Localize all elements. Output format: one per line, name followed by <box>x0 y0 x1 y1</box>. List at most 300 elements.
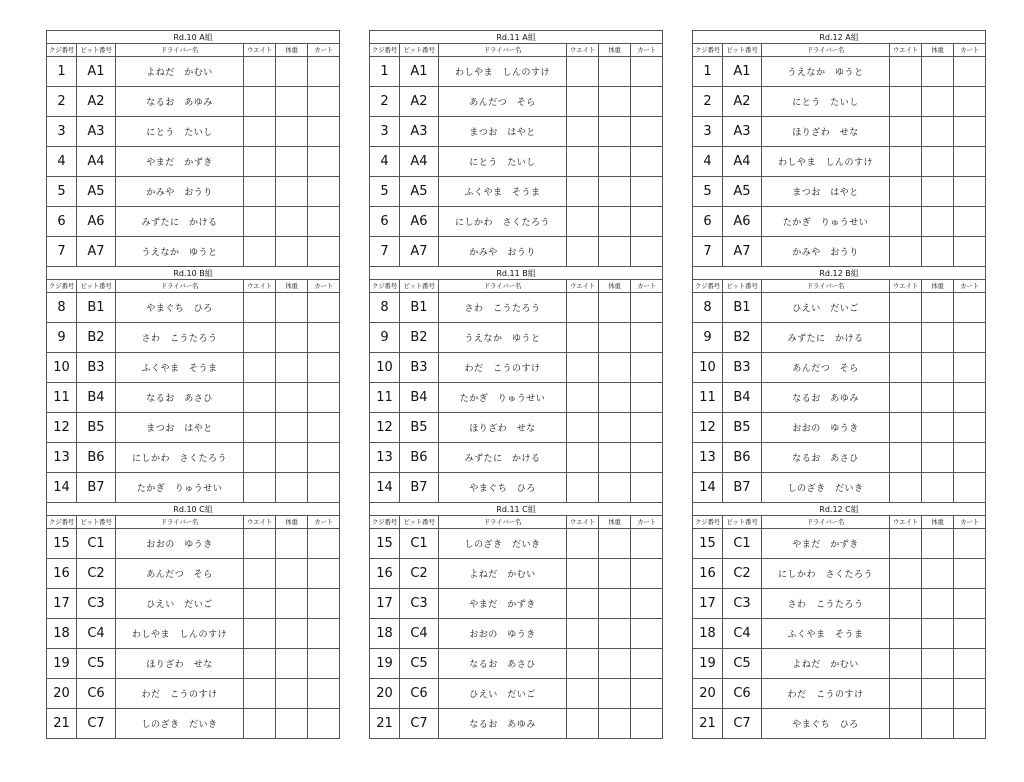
weight-cell <box>244 57 276 87</box>
body-weight-cell <box>276 529 308 559</box>
kuji-number: 19 <box>370 649 400 679</box>
weight-cell <box>567 529 599 559</box>
body-weight-cell <box>599 353 631 383</box>
kart-cell <box>954 147 986 177</box>
table-row <box>370 529 663 559</box>
kart-cell <box>954 117 986 147</box>
driver-name: なるお あさひ <box>439 649 567 679</box>
table-row <box>693 87 986 117</box>
table-row <box>370 87 663 117</box>
driver-name: よねだ かむい <box>116 57 244 87</box>
table-row <box>693 383 986 413</box>
table-row <box>47 147 340 177</box>
kart-cell <box>631 619 663 649</box>
table-row <box>693 147 986 177</box>
body-weight-header: 体重 <box>922 44 954 57</box>
body-weight-cell <box>922 529 954 559</box>
kuji-number: 5 <box>47 177 77 207</box>
kart-cell <box>308 679 340 709</box>
pit-number: A7 <box>400 237 439 267</box>
weight-cell <box>567 473 599 503</box>
pit-header: ピット番号 <box>77 280 116 293</box>
body-weight-header: 体重 <box>922 516 954 529</box>
pit-number: C3 <box>400 589 439 619</box>
pit-number: A4 <box>723 147 762 177</box>
kuji-number: 4 <box>370 147 400 177</box>
weight-header: ウエイト <box>244 280 276 293</box>
kart-cell <box>308 177 340 207</box>
driver-name: あんだつ そら <box>116 559 244 589</box>
kuji-header: クジ番号 <box>693 516 723 529</box>
kart-cell <box>308 649 340 679</box>
pit-number: B2 <box>400 323 439 353</box>
pit-number: B5 <box>77 413 116 443</box>
driver-header: ドライバー名 <box>762 44 890 57</box>
weight-cell <box>244 177 276 207</box>
weight-cell <box>567 589 599 619</box>
pit-number: A4 <box>77 147 116 177</box>
driver-name: やまぐち ひろ <box>116 293 244 323</box>
kart-header: カート <box>954 516 986 529</box>
body-weight-cell <box>276 237 308 267</box>
kuji-number: 14 <box>47 473 77 503</box>
weight-cell <box>890 559 922 589</box>
weight-cell <box>244 87 276 117</box>
body-weight-cell <box>599 619 631 649</box>
round-11-table <box>369 30 663 739</box>
kart-cell <box>308 443 340 473</box>
weight-cell <box>567 177 599 207</box>
weight-cell <box>567 413 599 443</box>
body-weight-cell <box>922 413 954 443</box>
driver-name: かみや おうり <box>116 177 244 207</box>
kart-cell <box>954 413 986 443</box>
kart-cell <box>954 293 986 323</box>
group-title-row <box>370 267 663 280</box>
pit-number: A7 <box>723 237 762 267</box>
body-weight-cell <box>599 589 631 619</box>
body-weight-cell <box>922 87 954 117</box>
driver-name: おおの ゆうき <box>762 413 890 443</box>
kuji-number: 10 <box>47 353 77 383</box>
kuji-number: 8 <box>47 293 77 323</box>
kuji-number: 17 <box>693 589 723 619</box>
column-header-row <box>693 44 986 57</box>
body-weight-cell <box>599 147 631 177</box>
kuji-header: クジ番号 <box>370 44 400 57</box>
body-weight-cell <box>922 117 954 147</box>
kuji-number: 18 <box>47 619 77 649</box>
pit-header: ピット番号 <box>723 516 762 529</box>
group-title-row <box>370 31 663 44</box>
column-header-row <box>370 280 663 293</box>
weight-cell <box>890 443 922 473</box>
driver-name: あんだつ そら <box>439 87 567 117</box>
weight-cell <box>567 383 599 413</box>
pit-number: B5 <box>400 413 439 443</box>
weight-cell <box>567 443 599 473</box>
kuji-number: 20 <box>47 679 77 709</box>
table-row <box>370 473 663 503</box>
body-weight-cell <box>276 443 308 473</box>
pit-number: B1 <box>77 293 116 323</box>
body-weight-cell <box>922 679 954 709</box>
kart-cell <box>631 177 663 207</box>
body-weight-cell <box>276 177 308 207</box>
driver-header: ドライバー名 <box>116 44 244 57</box>
weight-cell <box>244 383 276 413</box>
weight-cell <box>244 237 276 267</box>
pit-number: A2 <box>723 87 762 117</box>
body-weight-cell <box>599 117 631 147</box>
kart-cell <box>954 207 986 237</box>
body-weight-header: 体重 <box>599 280 631 293</box>
pit-header: ピット番号 <box>400 280 439 293</box>
table-row <box>693 709 986 739</box>
driver-name: かみや おうり <box>439 237 567 267</box>
kart-cell <box>954 383 986 413</box>
kart-cell <box>308 207 340 237</box>
driver-name: やまだ かずき <box>439 589 567 619</box>
weight-cell <box>567 293 599 323</box>
kuji-number: 17 <box>370 589 400 619</box>
table-row <box>47 207 340 237</box>
weight-cell <box>890 293 922 323</box>
pit-number: A6 <box>77 207 116 237</box>
table-row <box>693 57 986 87</box>
pit-number: C4 <box>400 619 439 649</box>
table-row <box>693 117 986 147</box>
table-row <box>693 473 986 503</box>
pit-number: B7 <box>400 473 439 503</box>
pit-number: C4 <box>723 619 762 649</box>
kuji-number: 12 <box>693 413 723 443</box>
driver-name: なるお あさひ <box>762 443 890 473</box>
kart-cell <box>631 649 663 679</box>
table-row <box>693 559 986 589</box>
body-weight-header: 体重 <box>276 516 308 529</box>
kuji-number: 5 <box>693 177 723 207</box>
kart-cell <box>954 237 986 267</box>
body-weight-cell <box>276 293 308 323</box>
weight-cell <box>890 619 922 649</box>
table-row <box>47 413 340 443</box>
kart-cell <box>954 709 986 739</box>
body-weight-cell <box>922 473 954 503</box>
pit-number: C2 <box>400 559 439 589</box>
kart-cell <box>308 57 340 87</box>
kuji-number: 2 <box>370 87 400 117</box>
pit-number: A1 <box>723 57 762 87</box>
group-title: Rd.12 B組 <box>693 267 986 280</box>
weight-cell <box>244 529 276 559</box>
weight-cell <box>890 383 922 413</box>
pit-number: B1 <box>400 293 439 323</box>
weight-header: ウエイト <box>890 516 922 529</box>
weight-cell <box>567 353 599 383</box>
pit-number: B2 <box>723 323 762 353</box>
kart-cell <box>954 443 986 473</box>
weight-cell <box>567 57 599 87</box>
body-weight-cell <box>276 383 308 413</box>
kuji-number: 11 <box>693 383 723 413</box>
driver-name: わしやま しんのすけ <box>439 57 567 87</box>
kuji-number: 1 <box>47 57 77 87</box>
table-row <box>370 589 663 619</box>
pit-header: ピット番号 <box>77 516 116 529</box>
kuji-number: 3 <box>47 117 77 147</box>
driver-name: さわ こうたろう <box>439 293 567 323</box>
kart-cell <box>308 529 340 559</box>
body-weight-cell <box>276 353 308 383</box>
pit-header: ピット番号 <box>400 516 439 529</box>
weight-cell <box>244 559 276 589</box>
body-weight-cell <box>922 589 954 619</box>
weight-cell <box>244 619 276 649</box>
pit-number: A3 <box>723 117 762 147</box>
body-weight-header: 体重 <box>922 280 954 293</box>
column-header-row <box>370 516 663 529</box>
driver-name: ひえい だいご <box>116 589 244 619</box>
kart-cell <box>308 413 340 443</box>
pit-number: A3 <box>400 117 439 147</box>
body-weight-cell <box>599 413 631 443</box>
group-title: Rd.11 C組 <box>370 503 663 516</box>
driver-name: やまぐち ひろ <box>439 473 567 503</box>
group-title: Rd.11 B組 <box>370 267 663 280</box>
kart-cell <box>631 709 663 739</box>
kart-cell <box>954 589 986 619</box>
body-weight-cell <box>922 383 954 413</box>
kart-cell <box>631 293 663 323</box>
kart-cell <box>631 147 663 177</box>
table-row <box>370 293 663 323</box>
pit-number: B6 <box>77 443 116 473</box>
kart-cell <box>954 679 986 709</box>
kart-cell <box>308 293 340 323</box>
pit-number: B4 <box>77 383 116 413</box>
body-weight-cell <box>276 473 308 503</box>
kart-cell <box>954 529 986 559</box>
kuji-number: 3 <box>370 117 400 147</box>
table-row <box>47 323 340 353</box>
table-row <box>370 383 663 413</box>
weight-header: ウエイト <box>890 44 922 57</box>
weight-cell <box>890 147 922 177</box>
pit-number: C3 <box>723 589 762 619</box>
table-row <box>370 177 663 207</box>
weight-cell <box>244 353 276 383</box>
kuji-number: 12 <box>370 413 400 443</box>
weight-cell <box>244 443 276 473</box>
kart-cell <box>631 117 663 147</box>
kuji-number: 21 <box>370 709 400 739</box>
pit-number: C5 <box>400 649 439 679</box>
kuji-number: 3 <box>693 117 723 147</box>
pit-number: B7 <box>723 473 762 503</box>
body-weight-cell <box>922 353 954 383</box>
weight-cell <box>567 237 599 267</box>
body-weight-cell <box>599 293 631 323</box>
kuji-number: 7 <box>47 237 77 267</box>
pit-number: C2 <box>77 559 116 589</box>
driver-name: わしやま しんのすけ <box>762 147 890 177</box>
kuji-number: 21 <box>693 709 723 739</box>
driver-name: あんだつ そら <box>762 353 890 383</box>
table-row <box>370 57 663 87</box>
kuji-number: 10 <box>693 353 723 383</box>
group-title: Rd.10 A組 <box>47 31 340 44</box>
driver-name: にとう たいし <box>116 117 244 147</box>
body-weight-cell <box>276 709 308 739</box>
table-row <box>693 589 986 619</box>
pit-number: C1 <box>77 529 116 559</box>
kuji-number: 9 <box>370 323 400 353</box>
kart-cell <box>954 649 986 679</box>
driver-name: なるお あゆみ <box>116 87 244 117</box>
table-row <box>693 443 986 473</box>
kart-cell <box>631 413 663 443</box>
body-weight-cell <box>922 177 954 207</box>
kuji-number: 13 <box>370 443 400 473</box>
group-title: Rd.11 A組 <box>370 31 663 44</box>
table-row <box>47 709 340 739</box>
driver-name: さわ こうたろう <box>762 589 890 619</box>
body-weight-cell <box>276 679 308 709</box>
weight-cell <box>244 589 276 619</box>
body-weight-header: 体重 <box>599 44 631 57</box>
kuji-header: クジ番号 <box>693 280 723 293</box>
kuji-header: クジ番号 <box>47 280 77 293</box>
kart-header: カート <box>631 516 663 529</box>
body-weight-cell <box>922 619 954 649</box>
kart-cell <box>308 383 340 413</box>
weight-cell <box>244 473 276 503</box>
kuji-number: 8 <box>693 293 723 323</box>
driver-name: にとう たいし <box>439 147 567 177</box>
kuji-number: 10 <box>370 353 400 383</box>
kart-cell <box>308 473 340 503</box>
kart-cell <box>308 87 340 117</box>
kuji-header: クジ番号 <box>47 516 77 529</box>
group-title-row <box>693 31 986 44</box>
pit-number: A4 <box>400 147 439 177</box>
body-weight-cell <box>599 87 631 117</box>
group-title-row <box>47 31 340 44</box>
weight-cell <box>890 117 922 147</box>
pit-number: A5 <box>400 177 439 207</box>
driver-name: ひえい だいご <box>762 293 890 323</box>
kuji-number: 12 <box>47 413 77 443</box>
table-row <box>693 649 986 679</box>
kart-header: カート <box>308 280 340 293</box>
kuji-number: 6 <box>47 207 77 237</box>
body-weight-cell <box>599 649 631 679</box>
kuji-number: 8 <box>370 293 400 323</box>
group-title-row <box>47 267 340 280</box>
table-row <box>370 559 663 589</box>
weight-cell <box>567 649 599 679</box>
driver-name: おおの ゆうき <box>439 619 567 649</box>
body-weight-cell <box>276 413 308 443</box>
kart-cell <box>631 529 663 559</box>
weight-cell <box>244 207 276 237</box>
weight-cell <box>567 117 599 147</box>
driver-name: にしかわ さくたろう <box>439 207 567 237</box>
pit-number: C1 <box>723 529 762 559</box>
driver-name: さわ こうたろう <box>116 323 244 353</box>
driver-name: ふくやま そうま <box>762 619 890 649</box>
weight-cell <box>244 709 276 739</box>
weight-cell <box>890 237 922 267</box>
table-row <box>693 529 986 559</box>
kuji-number: 20 <box>370 679 400 709</box>
table-row <box>47 87 340 117</box>
weight-cell <box>244 147 276 177</box>
body-weight-cell <box>276 117 308 147</box>
pit-number: A2 <box>77 87 116 117</box>
kuji-number: 11 <box>370 383 400 413</box>
driver-name: なるお あゆみ <box>439 709 567 739</box>
body-weight-cell <box>276 649 308 679</box>
body-weight-cell <box>599 323 631 353</box>
pit-number: B4 <box>723 383 762 413</box>
weight-cell <box>567 87 599 117</box>
driver-name: みずたに かける <box>116 207 244 237</box>
pit-header: ピット番号 <box>723 44 762 57</box>
pit-number: C5 <box>723 649 762 679</box>
weight-cell <box>890 87 922 117</box>
driver-name: わだ こうのすけ <box>116 679 244 709</box>
driver-name: やまだ かずき <box>762 529 890 559</box>
pit-number: B7 <box>77 473 116 503</box>
body-weight-cell <box>922 559 954 589</box>
driver-name: おおの ゆうき <box>116 529 244 559</box>
kuji-number: 6 <box>370 207 400 237</box>
driver-name: わだ こうのすけ <box>439 353 567 383</box>
driver-name: ふくやま そうま <box>439 177 567 207</box>
weight-cell <box>567 147 599 177</box>
table-row <box>370 323 663 353</box>
table-row <box>693 679 986 709</box>
pit-number: C3 <box>77 589 116 619</box>
driver-header: ドライバー名 <box>762 516 890 529</box>
kart-cell <box>631 589 663 619</box>
column-header-row <box>47 44 340 57</box>
kuji-number: 6 <box>693 207 723 237</box>
pit-number: C6 <box>77 679 116 709</box>
driver-name: にしかわ さくたろう <box>116 443 244 473</box>
table-row <box>47 473 340 503</box>
table-row <box>370 237 663 267</box>
table-row <box>47 619 340 649</box>
driver-header: ドライバー名 <box>762 280 890 293</box>
group-title: Rd.12 C組 <box>693 503 986 516</box>
driver-name: しのざき だいき <box>116 709 244 739</box>
driver-name: かみや おうり <box>762 237 890 267</box>
table-row <box>47 559 340 589</box>
weight-cell <box>890 413 922 443</box>
table-row <box>370 353 663 383</box>
kart-cell <box>631 323 663 353</box>
driver-name: なるお あさひ <box>116 383 244 413</box>
weight-cell <box>890 473 922 503</box>
table-row <box>47 237 340 267</box>
body-weight-cell <box>276 619 308 649</box>
table-row <box>693 353 986 383</box>
table-row <box>370 207 663 237</box>
kuji-header: クジ番号 <box>370 516 400 529</box>
